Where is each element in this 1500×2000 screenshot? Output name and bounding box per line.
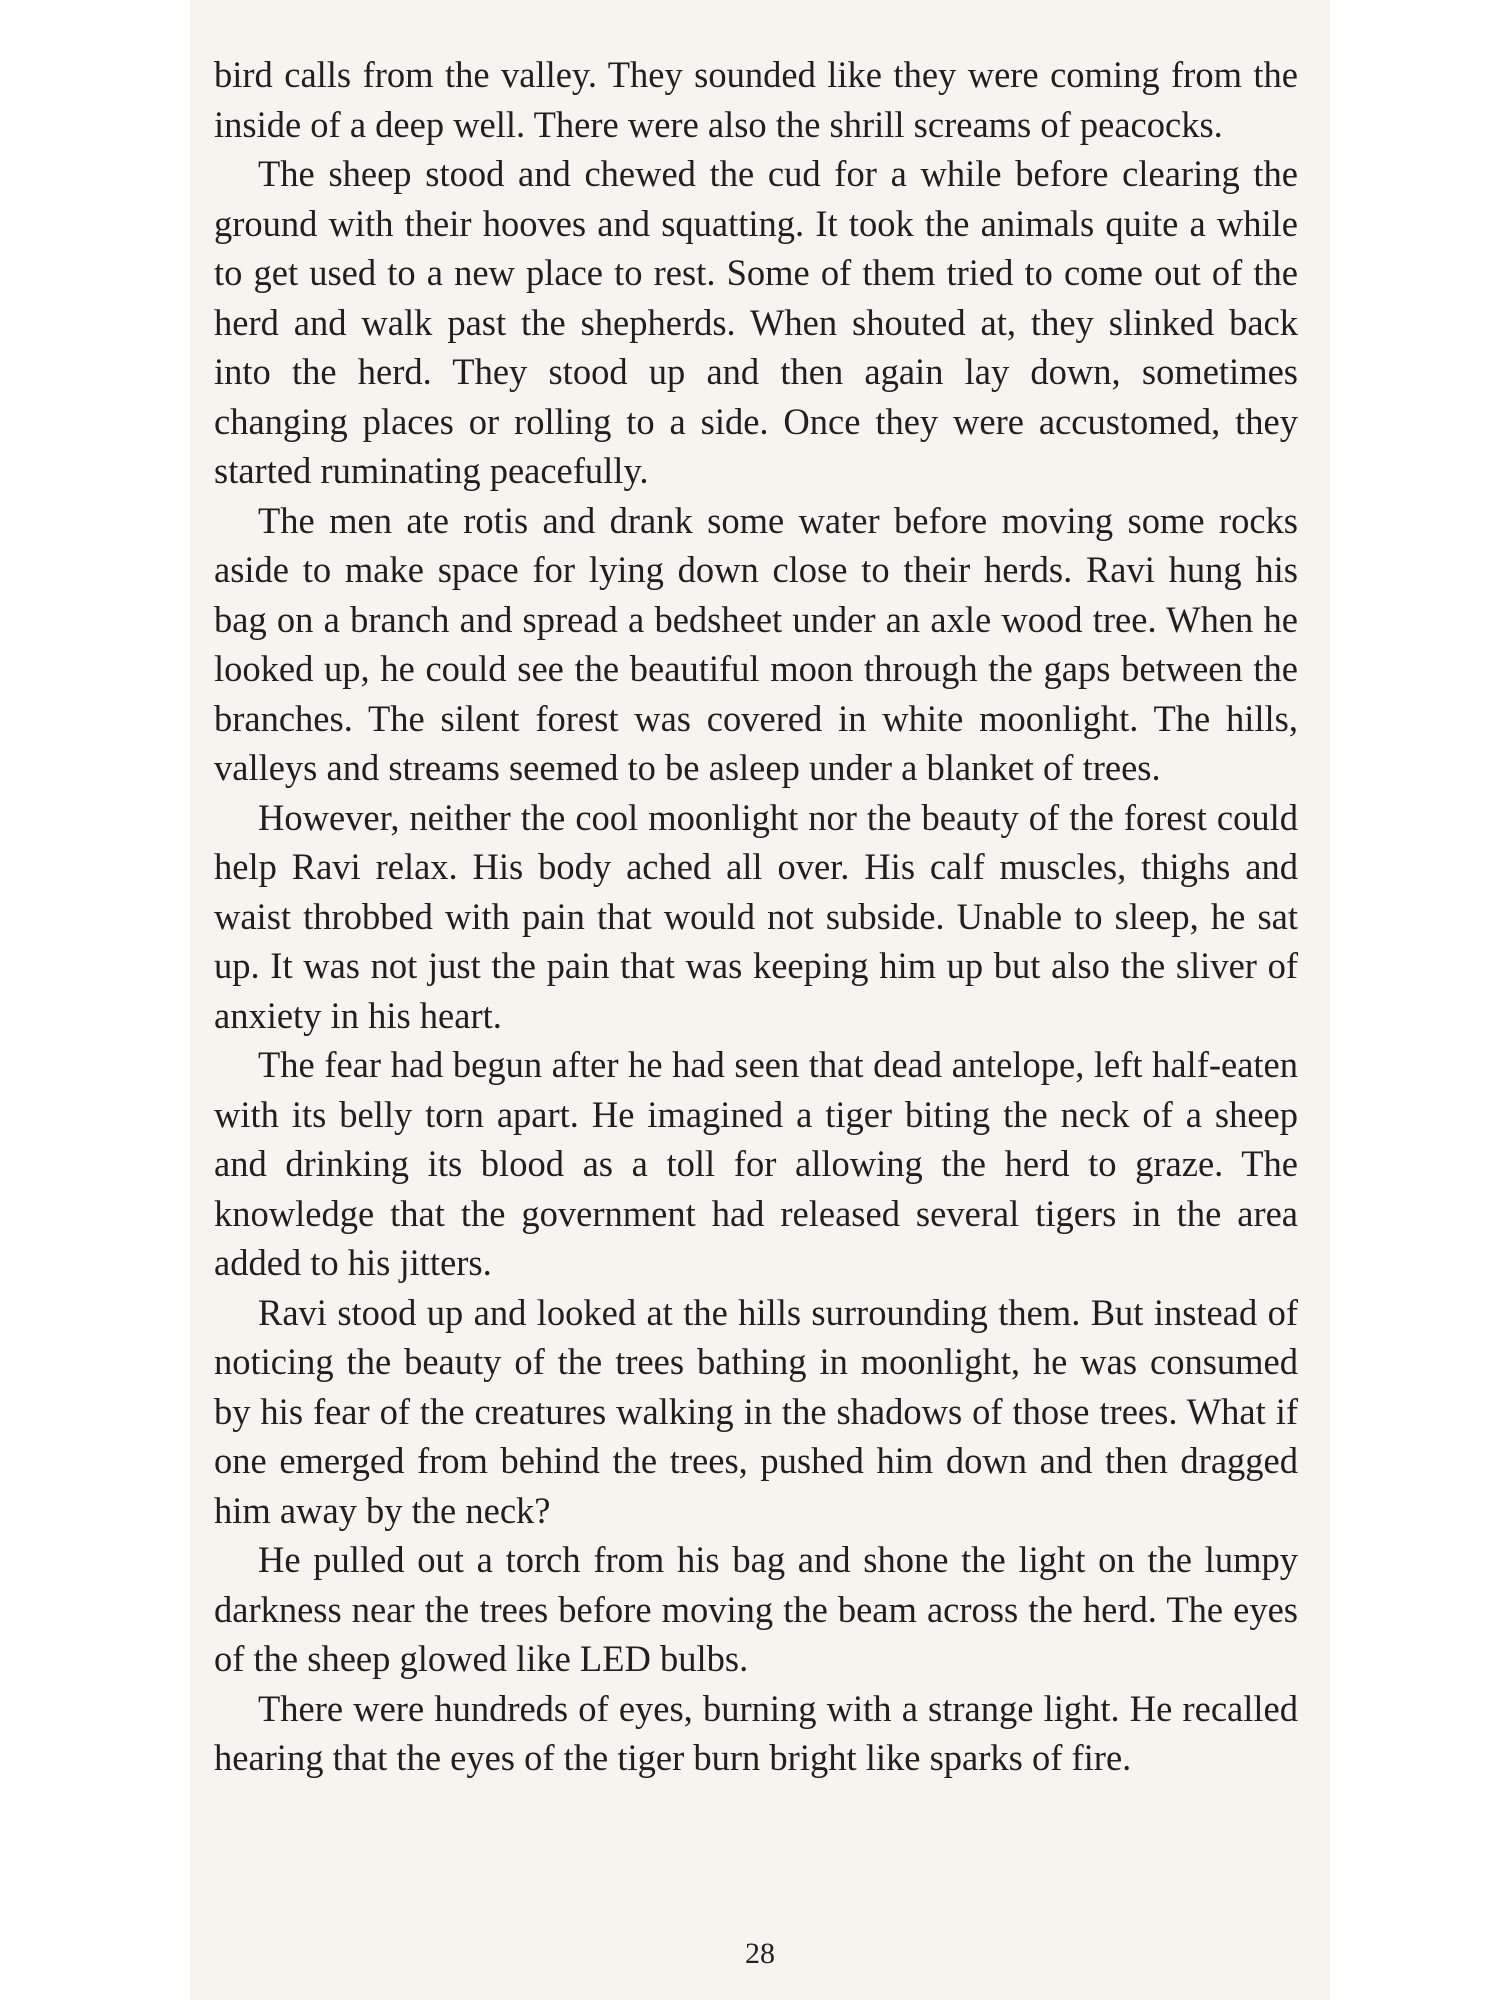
paragraph-6: Ravi stood up and looked at the hills surrounding them. But instead of noticing the beauty of the trees bathing in moonlight, he was consumed by his fear of the creatures walking in the shadows of those trees. What if one emerged from behind the trees, pushed him down and then dragged him away by the neck?: [214, 1291, 1298, 1531]
paragraph-1: bird calls from the valley. They sounded like they were coming from the inside of a deep well. There were also the shrill screams of peacocks.: [214, 54, 1298, 145]
body-text: [214, 50, 1298, 1783]
paragraph-2: The sheep stood and chewed the cud for a while before clearing the ground with their hooves and squatting. It took the animals quite a while to get used to a new place to rest. Some of them tried to come out of the herd and walk past the shepherds. When shouted at, they slinked back into the herd. They stood up and then again lay down, sometimes changing places or rolling to a side. Once they were accustomed, they started ruminating peacefully.: [214, 153, 1298, 491]
paragraph-4: However, neither the cool moonlight nor the beauty of the forest could help Ravi relax. His body ached all over. His calf muscles, thighs and waist throbbed with pain that would not subside. Unable to sleep, he sat up. It was not just the pain that was keeping him up but also the sliver of anxiety in his heart.: [214, 796, 1298, 1036]
paragraph-7: He pulled out a torch from his bag and shone the light on the lumpy darkness near the trees before moving the beam across the herd. The eyes of the sheep glowed like LED bulbs.: [214, 1539, 1298, 1679]
paragraph-3: The men ate rotis and drank some water before moving some rocks aside to make space for lying down close to their herds. Ravi hung his bag on a branch and spread a bedsheet under an axle wood tree. When he looked up, he could see the beautiful moon through the gaps between the branches. The silent forest was covered in white moonlight. The hills, valleys and streams seemed to be asleep under a blanket of trees.: [214, 499, 1298, 788]
paragraph-8: There were hundreds of eyes, burning with a strange light. He recalled hearing that the eyes of the tiger burn bright like sparks of fire.: [214, 1687, 1298, 1778]
paragraph-5: The fear had begun after he had seen that dead antelope, left half-eaten with its belly torn apart. He imagined a tiger biting the neck of a sheep and drinking its blood as a toll for allowing the herd to graze. The knowledge that the government had released several tigers in the area added to his jitters.: [214, 1044, 1298, 1283]
book-page: [190, 0, 1330, 2000]
page-number: 28: [745, 1937, 775, 1970]
